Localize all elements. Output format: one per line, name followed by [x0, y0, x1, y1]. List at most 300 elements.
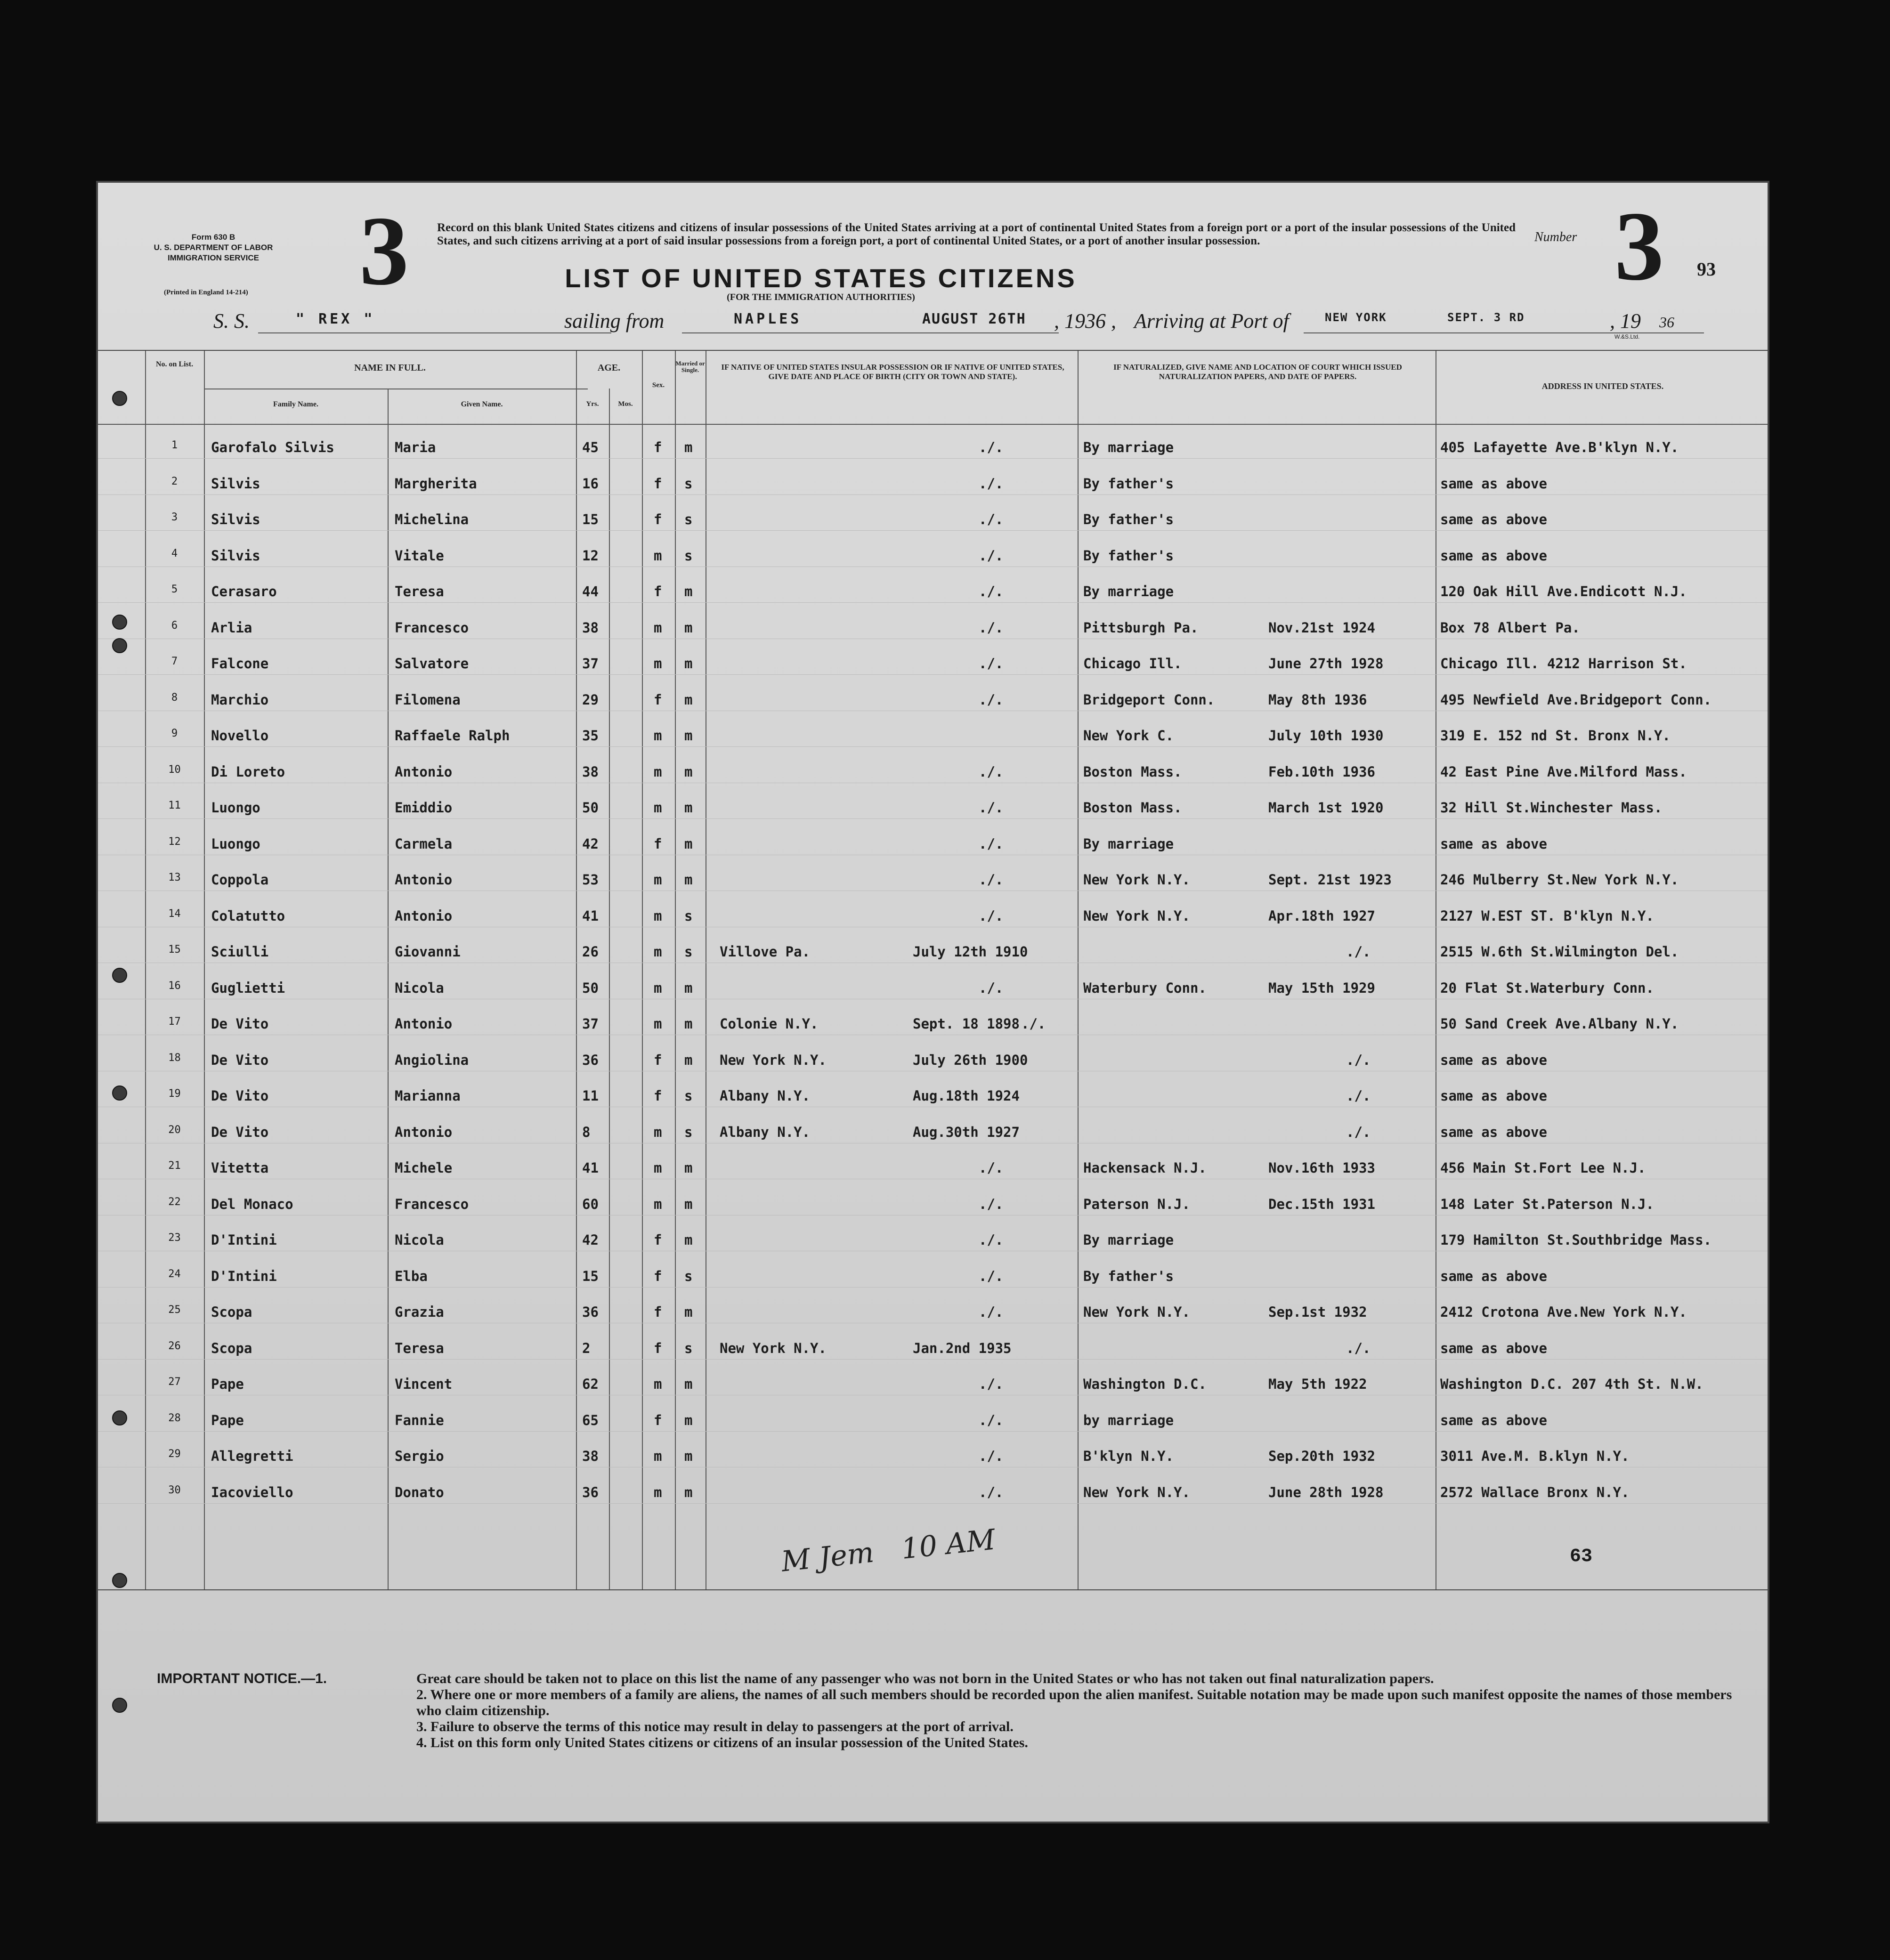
cell-nat-date: June 28th 1928 [1268, 1484, 1384, 1500]
cell-address: 2412 Crotona Ave.New York N.Y. [1440, 1304, 1687, 1320]
cell-nat-date: Apr.18th 1927 [1268, 907, 1375, 924]
cell-given: Margherita [395, 475, 477, 492]
cell-court: Hackensack N.J. [1083, 1160, 1207, 1176]
cell-birth-date: Aug.18th 1924 [913, 1088, 1020, 1104]
cell-ms: m [684, 1016, 693, 1032]
cell-family: Silvis [211, 475, 260, 492]
cell-nat-date: Nov.21st 1924 [1268, 619, 1375, 636]
cell-age: 50 [582, 980, 599, 996]
cell-no: 17 [168, 1016, 181, 1028]
cell-age: 42 [582, 1232, 599, 1248]
cell-native-mark: ./. [979, 763, 1004, 780]
cell-court: By marriage [1083, 439, 1174, 455]
cell-no: 23 [168, 1232, 181, 1244]
cell-ms: m [684, 1232, 693, 1248]
department: U. S. DEPARTMENT OF LABOR [154, 243, 273, 252]
arrival-date: SEPT. 3 RD [1447, 311, 1525, 324]
cell-given: Teresa [395, 1340, 444, 1356]
cell-court: New York N.Y. [1083, 1484, 1190, 1500]
cell-native-mark: ./. [979, 691, 1004, 708]
cell-given: Antonio [395, 1016, 453, 1032]
cell-nat-date: Dec.15th 1931 [1268, 1196, 1375, 1212]
cell-age: 38 [582, 1448, 599, 1464]
cell-court: By father's [1083, 511, 1174, 527]
time-note: 10 AM [900, 1523, 997, 1566]
cell-native-mark: ./. [979, 1268, 1004, 1284]
cell-address: same as above [1440, 1340, 1547, 1356]
cell-sex: f [654, 583, 662, 599]
hdr-given-name: Given Name. [461, 400, 503, 408]
cell-birth-date: July 26th 1900 [913, 1052, 1028, 1068]
cell-age: 11 [582, 1088, 599, 1104]
cell-nat-date: May 8th 1936 [1268, 691, 1367, 708]
cell-ms: m [684, 1448, 693, 1464]
cell-sex: m [654, 980, 662, 996]
cell-address: 2515 W.6th St.Wilmington Del. [1440, 944, 1679, 960]
row-rule [98, 458, 1768, 459]
cell-address: same as above [1440, 1052, 1547, 1068]
cell-age: 50 [582, 800, 599, 816]
arrival-year-suffix: 36 [1659, 314, 1674, 331]
sheet-number-left: 3 [359, 196, 409, 306]
cell-native-mark: ./. [979, 1232, 1004, 1248]
cell-no: 13 [168, 872, 181, 883]
cell-address: 456 Main St.Fort Lee N.J. [1440, 1160, 1646, 1176]
cell-given: Michelina [395, 511, 469, 527]
punch-hole [112, 638, 127, 653]
cell-age: 35 [582, 728, 599, 744]
page-count-note: 63 [1570, 1546, 1593, 1567]
cell-ms: m [684, 439, 693, 455]
col-divider [576, 351, 577, 1589]
cell-no: 5 [171, 583, 178, 595]
port-of-arrival: NEW YORK [1325, 311, 1387, 324]
cell-native-mark: ./. [979, 835, 1004, 852]
cell-no: 27 [168, 1376, 181, 1388]
cell-given: Raffaele Ralph [395, 728, 510, 744]
cell-address: 2572 Wallace Bronx N.Y. [1440, 1484, 1630, 1500]
cell-court: By father's [1083, 475, 1174, 492]
cell-nat-mark: ./. [1346, 1052, 1371, 1068]
hdr-no-on-list: No. on List. [155, 360, 194, 368]
cell-age: 37 [582, 1016, 599, 1032]
row-rule [98, 602, 1768, 603]
cell-family: De Vito [211, 1088, 269, 1104]
cell-given: Maria [395, 439, 436, 455]
cell-given: Vitale [395, 547, 444, 564]
cell-given: Emiddio [395, 800, 453, 816]
cell-given: Carmela [395, 835, 453, 852]
cell-nat-date: Feb.10th 1936 [1268, 763, 1375, 780]
cell-given: Marianna [395, 1088, 461, 1104]
cell-sex: f [654, 511, 662, 527]
cell-ms: m [684, 872, 693, 888]
punch-hole [112, 1698, 127, 1713]
cell-age: 60 [582, 1196, 599, 1212]
cell-ms: m [684, 619, 693, 636]
cell-address: 32 Hill St.Winchester Mass. [1440, 800, 1663, 816]
cell-address: same as above [1440, 547, 1547, 564]
cell-nat-mark: ./. [1346, 1124, 1371, 1140]
cell-sex: m [654, 1196, 662, 1212]
cell-nat-date: Sep.1st 1932 [1268, 1304, 1367, 1320]
cell-given: Giovanni [395, 944, 461, 960]
cell-sex: m [654, 656, 662, 672]
cell-ms: m [684, 691, 693, 708]
cell-sex: m [654, 1016, 662, 1032]
cell-age: 45 [582, 439, 599, 455]
cell-birth-place: New York N.Y. [720, 1052, 827, 1068]
cell-given: Grazia [395, 1304, 444, 1320]
cell-court: Paterson N.J. [1083, 1196, 1190, 1212]
cell-no: 8 [171, 691, 178, 704]
cell-ms: s [684, 1088, 693, 1104]
cell-no: 7 [171, 656, 178, 667]
cell-sex: m [654, 728, 662, 744]
cell-birth-date: Sept. 18 1898 [913, 1016, 1020, 1032]
ship-underline [258, 332, 611, 333]
important-notice [157, 1671, 1749, 1751]
cell-age: 65 [582, 1412, 599, 1428]
notice-label: IMPORTANT NOTICE.—1. [157, 1671, 327, 1686]
cell-birth-date: Aug.30th 1927 [913, 1124, 1020, 1140]
cell-nat-date: Sept. 21st 1923 [1268, 872, 1392, 888]
cell-family: Pape [211, 1412, 244, 1428]
cell-age: 62 [582, 1376, 599, 1392]
notice-item: Great care should be taken not to place on this list the name of any passenger who was not born in the United States or who has not taken out final naturalization papers. [416, 1671, 1434, 1686]
cell-ms: m [684, 1376, 693, 1392]
col-divider [1078, 351, 1079, 1589]
cell-nat-date: Nov.16th 1933 [1268, 1160, 1375, 1176]
cell-no: 28 [168, 1412, 181, 1424]
cell-age: 41 [582, 907, 599, 924]
cell-given: Francesco [395, 1196, 469, 1212]
punch-hole [112, 1085, 127, 1101]
sheet-number-right: 3 [1614, 192, 1664, 301]
cell-age: 26 [582, 944, 599, 960]
cell-nat-mark: ./. [1346, 944, 1371, 960]
cell-given: Fannie [395, 1412, 444, 1428]
cell-no: 14 [168, 907, 181, 920]
cell-court: New York N.Y. [1083, 1304, 1190, 1320]
row-rule [98, 746, 1768, 747]
cell-court: Bridgeport Conn. [1083, 691, 1215, 708]
cell-no: 9 [171, 728, 178, 739]
cell-family: Falcone [211, 656, 269, 672]
cell-no: 20 [168, 1124, 181, 1136]
cell-sex: f [654, 1412, 662, 1428]
cell-sex: f [654, 1232, 662, 1248]
cell-court: By father's [1083, 1268, 1174, 1284]
cell-family: Cerasaro [211, 583, 277, 599]
cell-sex: f [654, 1340, 662, 1356]
cell-birth-place: Albany N.Y. [720, 1124, 811, 1140]
cell-native-mark: ./. [979, 475, 1004, 492]
cell-age: 42 [582, 835, 599, 852]
row-rule [98, 818, 1768, 819]
cell-sex: m [654, 1376, 662, 1392]
cell-nat-date: Sep.20th 1932 [1268, 1448, 1375, 1464]
cell-sex: m [654, 619, 662, 636]
cell-given: Filomena [395, 691, 461, 708]
cell-native-mark: ./. [979, 800, 1004, 816]
cell-no: 15 [168, 944, 181, 956]
cell-sex: f [654, 1052, 662, 1068]
cell-court: New York N.Y. [1083, 907, 1190, 924]
cell-address: 42 East Pine Ave.Milford Mass. [1440, 763, 1687, 780]
cell-ms: s [684, 511, 693, 527]
cell-no: 1 [171, 439, 178, 451]
cell-court: Chicago Ill. [1083, 656, 1182, 672]
cell-sex: f [654, 691, 662, 708]
cell-birth-date: Jan.2nd 1935 [913, 1340, 1012, 1356]
cell-age: 44 [582, 583, 599, 599]
cell-court: B'klyn N.Y. [1083, 1448, 1174, 1464]
cell-sex: m [654, 872, 662, 888]
cell-family: De Vito [211, 1052, 269, 1068]
cell-court: Waterbury Conn. [1083, 980, 1207, 996]
port-from: NAPLES [734, 311, 802, 327]
cell-given: Nicola [395, 1232, 444, 1248]
cell-address: 246 Mulberry St.New York N.Y. [1440, 872, 1679, 888]
cell-birth-date: July 12th 1910 [913, 944, 1028, 960]
cell-court: By marriage [1083, 835, 1174, 852]
cell-given: Sergio [395, 1448, 444, 1464]
cell-no: 25 [168, 1304, 181, 1316]
sail-date: AUGUST 26TH [922, 311, 1026, 327]
cell-family: D'Intini [211, 1268, 277, 1284]
row-rule [98, 674, 1768, 675]
col-divider [145, 351, 146, 1589]
cell-no: 16 [168, 980, 181, 992]
hdr-sex: Sex. [652, 381, 665, 389]
hdr-yrs: Yrs. [586, 400, 599, 408]
cell-address: Box 78 Albert Pa. [1440, 619, 1580, 636]
cell-native-mark: ./. [979, 907, 1004, 924]
sailing-from-label: sailing from [564, 309, 665, 332]
cell-court: By father's [1083, 547, 1174, 564]
cell-address: same as above [1440, 1088, 1547, 1104]
cell-address: 405 Lafayette Ave.B'klyn N.Y. [1440, 439, 1679, 455]
cell-court: Washington D.C. [1083, 1376, 1207, 1392]
cell-no: 26 [168, 1340, 181, 1352]
col-divider [675, 351, 676, 1589]
cell-sex: m [654, 763, 662, 780]
cell-ms: s [684, 1268, 693, 1284]
cell-birth-place: Villove Pa. [720, 944, 811, 960]
cell-address: 148 Later St.Paterson N.J. [1440, 1196, 1654, 1212]
cell-native-mark: ./. [979, 439, 1004, 455]
cell-age: 53 [582, 872, 599, 888]
cell-given: Antonio [395, 763, 453, 780]
page-subtitle: (FOR THE IMMIGRATION AUTHORITIES) [727, 292, 915, 302]
cell-ms: m [684, 980, 693, 996]
cell-no: 18 [168, 1052, 181, 1064]
header-bottom [98, 424, 1768, 425]
cell-family: Garofalo Silvis [211, 439, 334, 455]
cell-native-mark: ./. [979, 1412, 1004, 1428]
cell-court: Boston Mass. [1083, 763, 1182, 780]
cell-sex: m [654, 944, 662, 960]
cell-no: 4 [171, 547, 178, 559]
punch-hole [112, 391, 127, 406]
manifest-table [98, 350, 1768, 1590]
cell-age: 15 [582, 1268, 599, 1284]
notice-item: 3. Failure to observe the terms of this notice may result in delay to passengers at the port of arrival. [416, 1719, 1014, 1734]
cell-given: Antonio [395, 907, 453, 924]
cell-family: Scopa [211, 1304, 252, 1320]
cell-ms: m [684, 1160, 693, 1176]
cell-ms: m [684, 656, 693, 672]
cell-given: Antonio [395, 1124, 453, 1140]
cell-address: 20 Flat St.Waterbury Conn. [1440, 980, 1654, 996]
cell-family: Allegretti [211, 1448, 293, 1464]
cell-age: 15 [582, 511, 599, 527]
number-label: Number [1534, 230, 1577, 244]
cell-ms: m [684, 1052, 693, 1068]
cell-sex: f [654, 1268, 662, 1284]
cell-court: New York N.Y. [1083, 872, 1190, 888]
form-number: Form 630 B [191, 233, 235, 242]
cell-sex: f [654, 439, 662, 455]
cell-court: New York C. [1083, 728, 1174, 744]
cell-no: 6 [171, 619, 178, 632]
row-rule [98, 530, 1768, 531]
cell-native-mark: ./. [1021, 1016, 1046, 1032]
cell-family: Pape [211, 1376, 244, 1392]
cell-native-mark: ./. [979, 511, 1004, 527]
cell-no: 30 [168, 1484, 181, 1496]
cell-ms: m [684, 728, 693, 744]
cell-ms: m [684, 583, 693, 599]
cell-given: Donato [395, 1484, 444, 1500]
cell-family: D'Intini [211, 1232, 277, 1248]
punch-hole [112, 1410, 127, 1425]
cell-sex: m [654, 1124, 662, 1140]
cell-birth-place: Colonie N.Y. [720, 1016, 819, 1032]
notice-item: 4. List on this form only United States citizens or citizens of an insular possession of the United States. [416, 1735, 1028, 1750]
cell-address: same as above [1440, 1124, 1547, 1140]
punch-hole [112, 968, 127, 983]
cell-native-mark: ./. [979, 1304, 1004, 1320]
manifest-page [98, 183, 1768, 1822]
row-rule [98, 1287, 1768, 1288]
cell-ms: m [684, 835, 693, 852]
cell-family: Guglietti [211, 980, 285, 996]
cell-ms: s [684, 475, 693, 492]
arrival-year-prefix: , 19 [1610, 309, 1641, 332]
row-rule [98, 1359, 1768, 1360]
cell-family: Colatutto [211, 907, 285, 924]
cell-ms: m [684, 763, 693, 780]
cell-family: Di Loreto [211, 763, 285, 780]
cell-age: 29 [582, 691, 599, 708]
cell-age: 38 [582, 619, 599, 636]
row-rule [98, 1503, 1768, 1504]
cell-family: Scopa [211, 1340, 252, 1356]
cell-age: 8 [582, 1124, 591, 1140]
cell-birth-place: New York N.Y. [720, 1340, 827, 1356]
col-divider [609, 389, 610, 1589]
date-underline [917, 332, 1059, 333]
signature-text: M Jem [779, 1536, 876, 1579]
cell-native-mark: ./. [979, 1448, 1004, 1464]
cell-address: same as above [1440, 511, 1547, 527]
hdr-family-name: Family Name. [273, 400, 318, 408]
punch-hole [112, 615, 127, 630]
cell-given: Salvatore [395, 656, 469, 672]
cell-family: Marchio [211, 691, 269, 708]
cell-no: 10 [168, 763, 181, 776]
hdr-naturalized: IF NATURALIZED, GIVE NAME AND LOCATION OF COURT WHICH ISSUED NATURALIZATION PAPERS, AND DATE OF PAPERS. [1113, 363, 1402, 381]
cell-native-mark: ./. [979, 583, 1004, 599]
cell-address: 3011 Ave.M. B.klyn N.Y. [1440, 1448, 1630, 1464]
intro-text: Record on this blank United States citizens and citizens of insular possessions of the United States arriving at a port of continental United States from a foreign port or a port of the insular possessions of the United States, and such citizens arriving at a port of said insular possessions from a foreign port, a port of continental United States, or a port of another insular possession. [437, 221, 1516, 247]
row-rule [98, 1431, 1768, 1432]
cell-court: By marriage [1083, 1232, 1174, 1248]
hdr-name-in-full: NAME IN FULL. [354, 363, 426, 373]
cell-sex: f [654, 1088, 662, 1104]
cell-court: By marriage [1083, 583, 1174, 599]
cell-address: Chicago Ill. 4212 Harrison St. [1440, 656, 1687, 672]
cell-address: 319 E. 152 nd St. Bronx N.Y. [1440, 728, 1671, 744]
cell-address: same as above [1440, 475, 1547, 492]
row-rule [98, 494, 1768, 495]
cell-age: 16 [582, 475, 599, 492]
cell-given: Angiolina [395, 1052, 469, 1068]
cell-sex: m [654, 1448, 662, 1464]
cell-given: Teresa [395, 583, 444, 599]
cell-no: 29 [168, 1448, 181, 1460]
form-identification [145, 232, 282, 263]
hdr-mos: Mos. [618, 400, 633, 408]
cell-native-mark: ./. [979, 980, 1004, 996]
cell-ms: m [684, 1304, 693, 1320]
cell-no: 2 [171, 475, 178, 487]
cell-native-mark: ./. [979, 1160, 1004, 1176]
service: IMMIGRATION SERVICE [168, 253, 259, 262]
cell-sex: m [654, 907, 662, 924]
page-title: LIST OF UNITED STATES CITIZENS [565, 263, 1077, 293]
cell-ms: s [684, 1340, 693, 1356]
hdr-native-insular: IF NATIVE OF UNITED STATES INSULAR POSSESSION OR IF NATIVE OF UNITED STATES, GIVE DATE AND PLACE OF BIRTH (CITY OR TOWN AND STATE). [721, 363, 1064, 381]
cell-age: 36 [582, 1052, 599, 1068]
cell-family: Vitetta [211, 1160, 269, 1176]
punch-hole [112, 1573, 127, 1588]
cell-native-mark: ./. [979, 547, 1004, 564]
cell-family: Silvis [211, 547, 260, 564]
cell-sex: m [654, 547, 662, 564]
cell-court: Pittsburgh Pa. [1083, 619, 1199, 636]
cell-nat-date: May 15th 1929 [1268, 980, 1375, 996]
cell-given: Elba [395, 1268, 428, 1284]
cell-no: 24 [168, 1268, 181, 1280]
cell-ms: s [684, 547, 693, 564]
cell-native-mark: ./. [979, 619, 1004, 636]
col-divider [204, 351, 205, 1589]
cell-age: 36 [582, 1484, 599, 1500]
cell-family: Luongo [211, 835, 260, 852]
cell-address: 179 Hamilton St.Southbridge Mass. [1440, 1232, 1712, 1248]
cell-given: Francesco [395, 619, 469, 636]
cell-no: 19 [168, 1088, 181, 1100]
cell-ms: m [684, 800, 693, 816]
cell-age: 36 [582, 1304, 599, 1320]
cell-family: Del Monaco [211, 1196, 293, 1212]
cell-family: De Vito [211, 1016, 269, 1032]
cell-no: 11 [168, 800, 181, 811]
cell-native-mark: ./. [979, 656, 1004, 672]
